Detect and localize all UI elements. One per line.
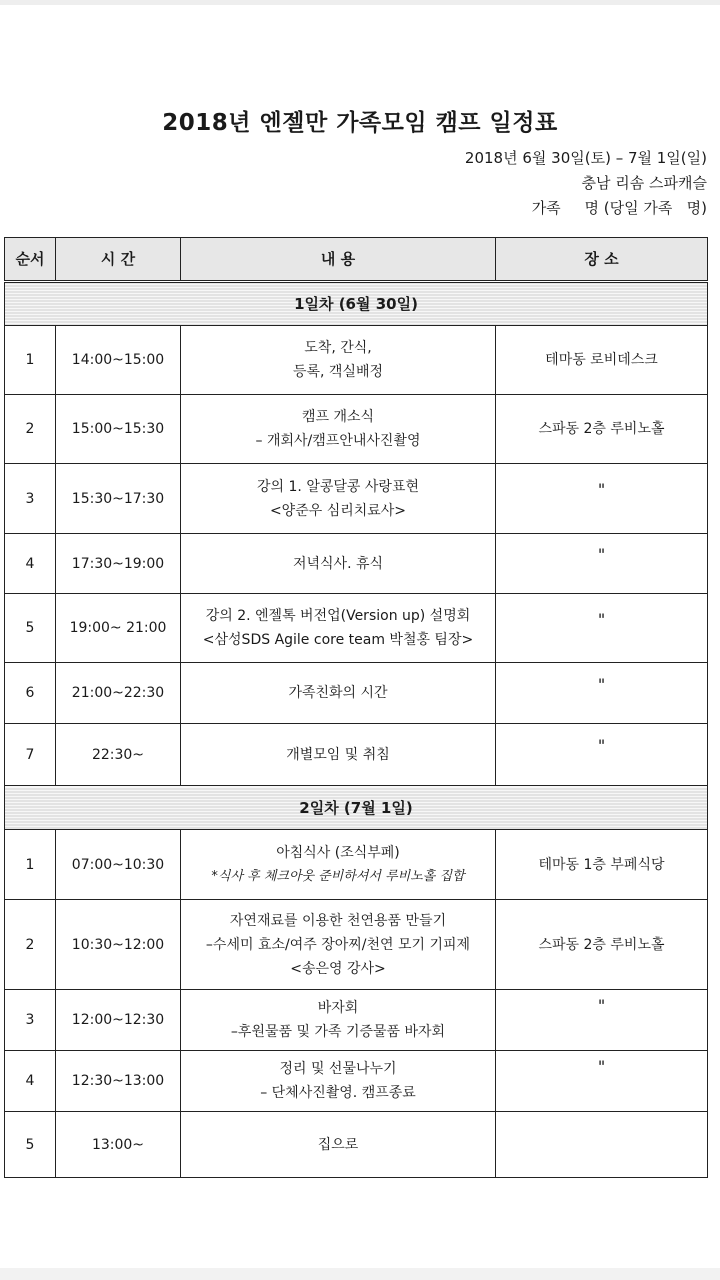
content-line: 등록, 객실배정 <box>292 364 384 380</box>
day2-label: 2일차 (7월 1일) <box>5 786 708 830</box>
table-row <box>5 663 708 724</box>
row-order: 5 <box>5 1112 56 1178</box>
ditto-mark: " <box>597 480 606 499</box>
content-line: 저녁식사. 휴식 <box>292 555 384 572</box>
table-row <box>5 326 708 395</box>
content-line: 도착, 간식, <box>304 340 372 356</box>
row-content <box>181 395 496 464</box>
row-place: 스파동 2층 루비노홀 <box>496 900 708 990</box>
ditto-mark: " <box>597 995 606 1015</box>
day2-header-row <box>5 786 708 830</box>
row-time: 19:00~ 21:00 <box>56 594 181 663</box>
table-row <box>5 724 708 786</box>
content-line: 정리 및 선물나누기 <box>279 1061 397 1077</box>
day1-header-row <box>5 282 708 326</box>
content-line: 집으로 <box>317 1136 359 1153</box>
row-place <box>496 464 708 534</box>
table-row <box>5 900 708 990</box>
content-line: 가족친화의 시간 <box>288 685 388 701</box>
header-content: 내 용 <box>181 238 496 282</box>
row-order: 4 <box>5 1051 56 1112</box>
row-content <box>181 830 496 900</box>
event-date: 2018년 6월 30일(토) – 7월 1일(일) <box>464 149 707 167</box>
row-time: 17:30~19:00 <box>56 534 181 594</box>
row-content <box>181 326 496 395</box>
content-line: – 단체사진촬영. 캠프종료 <box>260 1085 416 1101</box>
row-place <box>496 1051 708 1112</box>
table-row <box>5 534 708 594</box>
row-order: 5 <box>5 594 56 663</box>
row-place: 스파동 2층 루비노홀 <box>496 395 708 464</box>
row-content <box>181 900 496 990</box>
row-order: 7 <box>5 724 56 786</box>
content-line: 캠프 개소식 <box>301 409 375 425</box>
event-location: 충남 리솜 스파캐슬 <box>581 174 707 192</box>
table-row <box>5 395 708 464</box>
row-place <box>496 594 708 663</box>
content-line: – 개회사/캠프안내사진촬영 <box>255 433 421 449</box>
row-order: 3 <box>5 464 56 534</box>
content-note: *식사 후 체크아웃 준비하셔서 루비노홀 집합 <box>211 868 465 884</box>
row-content <box>181 464 496 534</box>
ditto-mark: " <box>597 1056 606 1076</box>
table-row <box>5 1112 708 1178</box>
row-time: 22:30~ <box>56 724 181 786</box>
header-time: 시 간 <box>56 238 181 282</box>
content-line: <삼성SDS Agile core team 박철홍 팀장> <box>202 632 474 648</box>
content-line: 개별모임 및 취침 <box>286 746 390 763</box>
table-row <box>5 990 708 1051</box>
ditto-mark: " <box>597 609 606 629</box>
row-time: 21:00~22:30 <box>56 663 181 724</box>
header-order: 순서 <box>5 238 56 282</box>
row-order: 1 <box>5 326 56 395</box>
row-time: 07:00~10:30 <box>56 830 181 900</box>
row-content <box>181 990 496 1051</box>
table-row <box>5 594 708 663</box>
row-content <box>181 1112 496 1178</box>
row-time: 15:30~17:30 <box>56 464 181 534</box>
row-order: 2 <box>5 395 56 464</box>
row-time: 15:00~15:30 <box>56 395 181 464</box>
header-place: 장 소 <box>496 238 708 282</box>
header-row <box>5 238 708 282</box>
row-time: 10:30~12:00 <box>56 900 181 990</box>
row-content <box>181 534 496 594</box>
row-order: 4 <box>5 534 56 594</box>
table-row <box>5 830 708 900</box>
ditto-mark: " <box>597 545 606 564</box>
content-line: 바자회 <box>317 1000 359 1016</box>
row-order: 2 <box>5 900 56 990</box>
row-time: 14:00~15:00 <box>56 326 181 395</box>
content-line: 강의 2. 엔젤톡 버전업(Version up) 설명회 <box>205 608 471 624</box>
family-count: 가족 명 (당일 가족 명) <box>531 199 707 217</box>
row-time: 13:00~ <box>56 1112 181 1178</box>
row-place <box>496 990 708 1051</box>
table-row <box>5 1051 708 1112</box>
row-place: 테마동 1층 부페식당 <box>496 830 708 900</box>
ditto-mark: " <box>597 736 606 755</box>
content-line: <송은영 강사> <box>290 960 386 977</box>
row-order: 6 <box>5 663 56 724</box>
row-order: 3 <box>5 990 56 1051</box>
row-order: 1 <box>5 830 56 900</box>
ditto-mark: " <box>597 674 606 694</box>
row-place: 테마동 로비데스크 <box>496 326 708 395</box>
row-time: 12:00~12:30 <box>56 990 181 1051</box>
row-time: 12:30~13:00 <box>56 1051 181 1112</box>
content-line: –후원물품 및 가족 기증물품 바자회 <box>230 1024 446 1040</box>
content-line: –수세미 효소/여주 장아찌/천연 모기 기피제 <box>205 936 471 953</box>
top-edge <box>0 0 720 5</box>
content-line: 강의 1. 알콩달콩 사랑표현 <box>257 478 419 495</box>
row-place <box>496 663 708 724</box>
row-content <box>181 1051 496 1112</box>
table-row <box>5 464 708 534</box>
content-line: 아침식사 (조식부페) <box>276 844 400 861</box>
row-content <box>181 663 496 724</box>
row-place <box>496 1112 708 1178</box>
row-place <box>496 534 708 594</box>
row-place <box>496 724 708 786</box>
content-line: 자연재료를 이용한 천연용품 만들기 <box>229 912 447 929</box>
bottom-edge <box>0 1268 720 1280</box>
content-line: <양준우 심리치료사> <box>269 502 407 519</box>
page-title: 2018년 엔젤만 가족모임 캠프 일정표 <box>162 110 558 136</box>
row-content <box>181 594 496 663</box>
row-content <box>181 724 496 786</box>
day1-label: 1일차 (6월 30일) <box>5 282 708 326</box>
schedule-table <box>4 237 708 1178</box>
